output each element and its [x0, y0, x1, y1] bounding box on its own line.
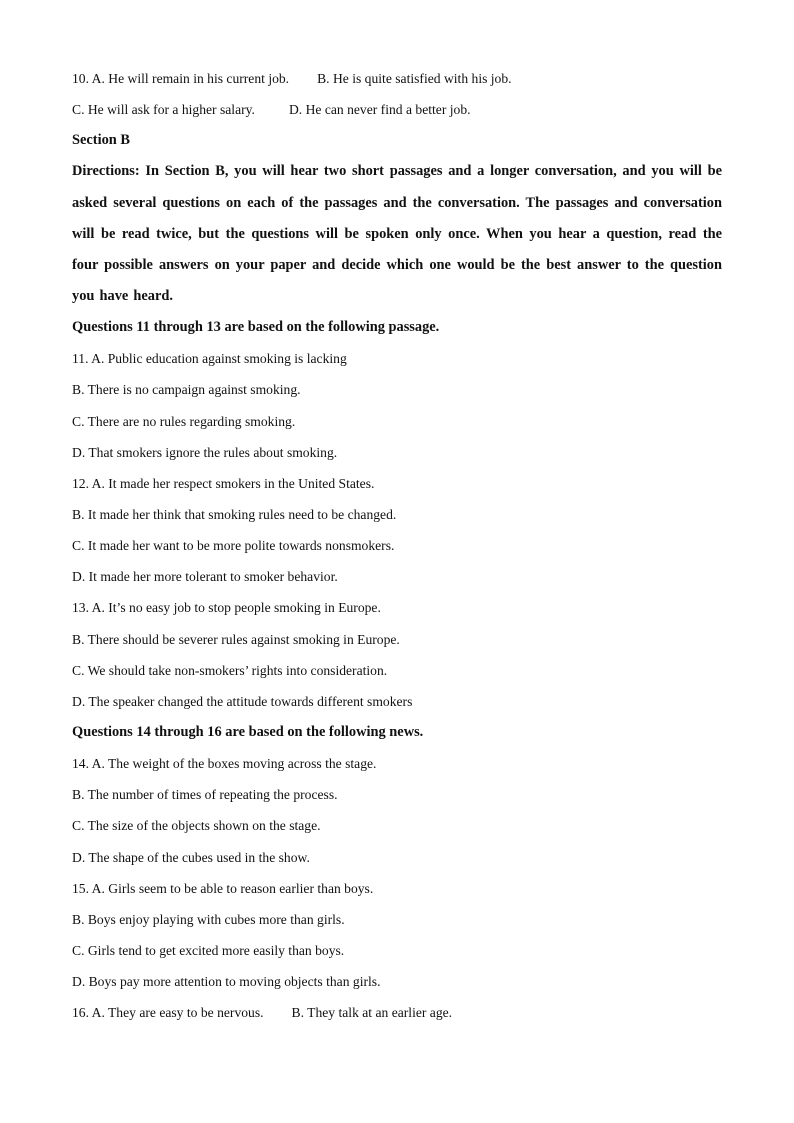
question-12: [72, 468, 722, 593]
group-heading: Questions 14 through 16 are based on the following news.: [72, 724, 424, 741]
section-heading: Section B: [72, 132, 130, 149]
option-c: C. The size of the objects shown on the stage.: [72, 818, 321, 834]
option-d: D. The speaker changed the attitude towards different smokers: [72, 693, 413, 709]
option-d: D. That smokers ignore the rules about smoking.: [72, 444, 338, 460]
option-b: B. They talk at an earlier age.: [291, 1005, 453, 1021]
option-b: B. He is quite satisfied with his job.: [317, 71, 512, 86]
question-10-row-2: [72, 94, 722, 125]
option-c: C. There are no rules regarding smoking.: [72, 413, 296, 429]
option-a: 15. A. Girls seem to be able to reason earlier than boys.: [72, 880, 374, 896]
question-15: [72, 873, 722, 998]
option-a: 14. A. The weight of the boxes moving across the stage.: [72, 756, 377, 772]
option-c: C. Girls tend to get excited more easily than boys.: [72, 943, 345, 959]
option-b: B. There should be severer rules against smoking in Europe.: [72, 631, 400, 647]
option-b: B. It made her think that smoking rules need to be changed.: [72, 507, 397, 523]
option-c: C. We should take non-smokers’ rights into consideration.: [72, 662, 388, 678]
option-b: B. The number of times of repeating the process.: [72, 787, 338, 803]
option-a: 10. A. He will remain in his current job.: [72, 71, 290, 86]
option-b: B. There is no campaign against smoking.: [72, 382, 301, 398]
option-d: D. He can never find a better job.: [288, 102, 471, 118]
question-13: [72, 592, 722, 717]
directions-paragraph: Directions: In Section B, you will hear two short passages and a longer conversation, and you will be asked several questions on each of the passages and the conversation. The passages and conversation will be read twice, but the questions will be spoken only once. When you hear a question, read the four possible answers on your paper and decide which one would be the best answer to the question you have heard.: [72, 163, 722, 305]
option-d: D. Boys pay more attention to moving objects than girls.: [72, 974, 381, 990]
option-a: 13. A. It’s no easy job to stop people smoking in Europe.: [72, 600, 381, 616]
question-11: [72, 343, 722, 468]
option-b: B. Boys enjoy playing with cubes more than girls.: [72, 911, 345, 927]
exam-page: [72, 63, 722, 1028]
group-heading: Questions 11 through 13 are based on the following passage.: [72, 319, 440, 336]
question-10-row-1: [72, 63, 722, 94]
option-c: C. It made her want to be more polite towards nonsmokers.: [72, 538, 395, 554]
option-a: 12. A. It made her respect smokers in the United States.: [72, 475, 375, 491]
option-d: D. It made her more tolerant to smoker behavior.: [72, 569, 338, 585]
question-16-row-1: [72, 997, 722, 1028]
option-d: D. The shape of the cubes used in the show.: [72, 849, 310, 865]
option-c: C. He will ask for a higher salary.: [72, 102, 255, 118]
question-14: [72, 748, 722, 873]
option-a: 16. A. They are easy to be nervous.: [72, 1005, 264, 1021]
option-a: 11. A. Public education against smoking is lacking: [72, 351, 347, 367]
